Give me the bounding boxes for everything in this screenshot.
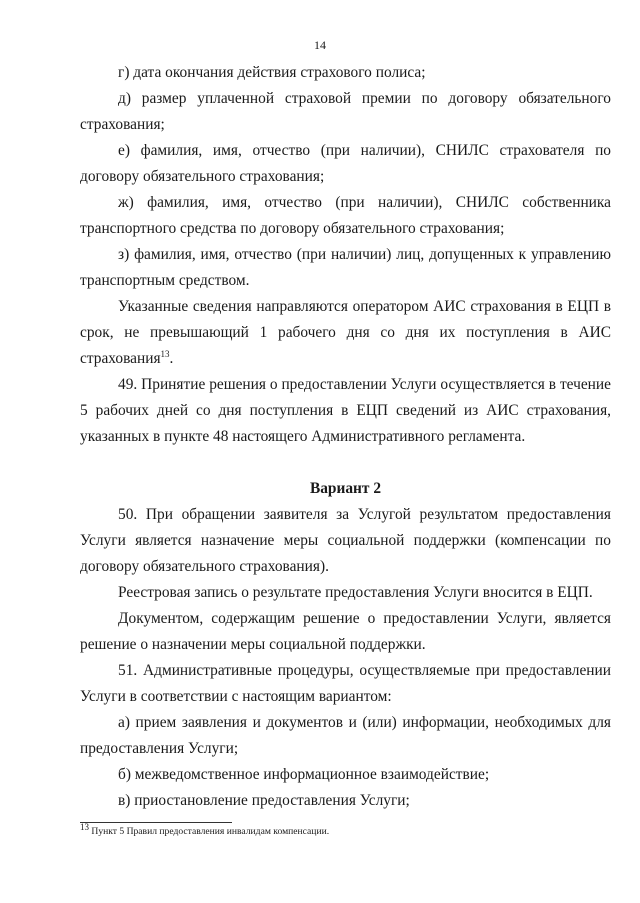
paragraph-item-z: з) фамилия, имя, отчество (при наличии) лиц, допущенных к управлению транспортным средством.	[80, 246, 611, 289]
paragraph-50: 50. При обращении заявителя за Услугой результатом предоставления Услуги является назначение меры социальной поддержки (компенсации по договору обязательного страхования).	[80, 506, 611, 575]
page-number: 14	[314, 38, 326, 52]
paragraph-info-sent	[80, 294, 611, 372]
paragraph-item-d: д) размер уплаченной страховой премии по договору обязательного страхования;	[80, 90, 611, 133]
paragraph-51: 51. Административные процедуры, осуществляемые при предоставлении Услуги в соответствии с настоящим вариантом:	[80, 662, 611, 705]
footnote	[80, 821, 611, 838]
paragraph-item-v: в) приостановление предоставления Услуги;	[118, 792, 410, 809]
document-body	[80, 60, 611, 814]
footnote-number: 13	[80, 821, 89, 832]
paragraph-item-g: г) дата окончания действия страхового полиса;	[118, 64, 426, 81]
paragraph-info-sent-text: Указанные сведения направляются оператором АИС страхования в ЕЦП в срок, не превышающий 1 рабочего дня со дня их поступления в АИС страхования	[80, 298, 611, 367]
paragraph-item-zh: ж) фамилия, имя, отчество (при наличии), СНИЛС собственника транспортного средства по договору обязательного страхования;	[80, 194, 611, 237]
paragraph-49: 49. Принятие решения о предоставлении Услуги осуществляется в течение 5 рабочих дней со дня поступления в ЕЦП сведений из АИС страхования, указанных в пункте 48 настоящего Административного регламента.	[80, 376, 611, 445]
paragraph-info-sent-end: .	[169, 350, 174, 367]
section-heading-variant: Вариант 2	[309, 480, 382, 497]
paragraph-item-e: е) фамилия, имя, отчество (при наличии), СНИЛС страхователя по договору обязательного страхования;	[80, 142, 611, 185]
paragraph-item-b: б) межведомственное информационное взаимодействие;	[118, 766, 490, 783]
paragraph-registry-record: Реестровая запись о результате предоставления Услуги вносится в ЕЦП.	[118, 584, 593, 601]
footnote-separator	[80, 822, 232, 823]
paragraph-decision-document: Документом, содержащим решение о предоставлении Услуги, является решение о назначении меры социальной поддержки.	[80, 610, 611, 653]
paragraph-item-a: а) прием заявления и документов и (или) информации, необходимых для предоставления Услуги;	[80, 714, 611, 757]
footnote-text: Пункт 5 Правил предоставления инвалидам компенсации.	[89, 826, 330, 837]
footnote-ref: 13	[160, 348, 170, 359]
